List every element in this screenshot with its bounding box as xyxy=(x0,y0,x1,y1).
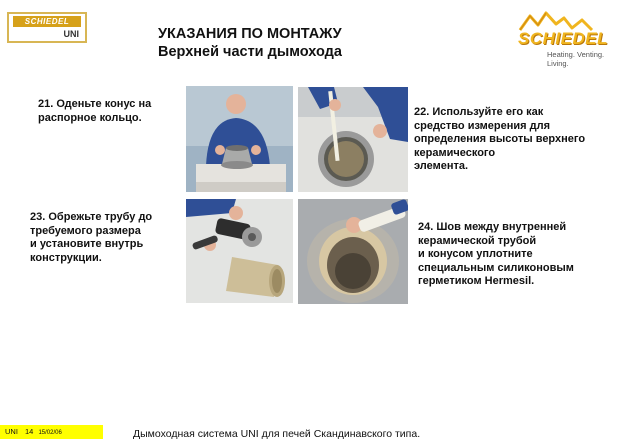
step-line: керамического xyxy=(414,146,496,159)
step-23-text xyxy=(30,211,152,265)
step-line: и установите внутрь xyxy=(30,238,144,251)
small-logo-model: UNI xyxy=(63,29,79,39)
step-line: 22. Используйте его как xyxy=(414,106,544,118)
step-24-text xyxy=(418,221,574,289)
page-title: УКАЗАНИЯ ПО МОНТАЖУ xyxy=(158,26,342,42)
photo-step-21 xyxy=(186,86,293,192)
small-logo-brand: SCHIEDEL xyxy=(13,16,81,27)
schiedel-logo xyxy=(516,10,626,68)
small-schiedel-uni-logo xyxy=(7,12,87,43)
step-21-text xyxy=(38,98,151,125)
step-line: требуемого размера xyxy=(30,224,141,237)
step-line: и конусом уплотните xyxy=(418,248,533,261)
footer-page-number: 14 xyxy=(25,427,34,436)
step-line: средство измерения для xyxy=(414,119,551,132)
step-line: керамической трубой xyxy=(418,234,537,247)
photo-step-23 xyxy=(186,199,293,303)
logo-brand-name: SCHIEDEL xyxy=(518,29,608,48)
step-line: 21. Оденьте конус на xyxy=(38,98,152,110)
step-line: 24. Шов между внутренней xyxy=(418,221,567,233)
step-22-text xyxy=(414,106,585,174)
footer-caption: Дымоходная система UNI для печей Скандинавского типа. xyxy=(133,428,421,440)
step-line: конструкции. xyxy=(30,251,102,264)
footer-page-badge xyxy=(0,425,103,439)
step-line: 23. Обрежьте трубу до xyxy=(30,211,153,223)
photo-step-22 xyxy=(298,87,408,192)
logo-tagline: Heating. Venting. Living. xyxy=(547,50,605,68)
footer-date: 15/02/06 xyxy=(38,430,62,436)
page-subtitle: Верхней части дымохода xyxy=(158,44,342,60)
step-line: определения высоты верхнего xyxy=(414,133,586,146)
step-line: специальным силиконовым xyxy=(418,261,574,274)
footer-model: UNI xyxy=(5,427,18,436)
step-line: герметиком Hermesil. xyxy=(418,275,535,288)
step-line: распорное кольцо. xyxy=(38,111,142,124)
photo-step-24 xyxy=(298,199,408,304)
step-line: элемента. xyxy=(414,160,469,173)
